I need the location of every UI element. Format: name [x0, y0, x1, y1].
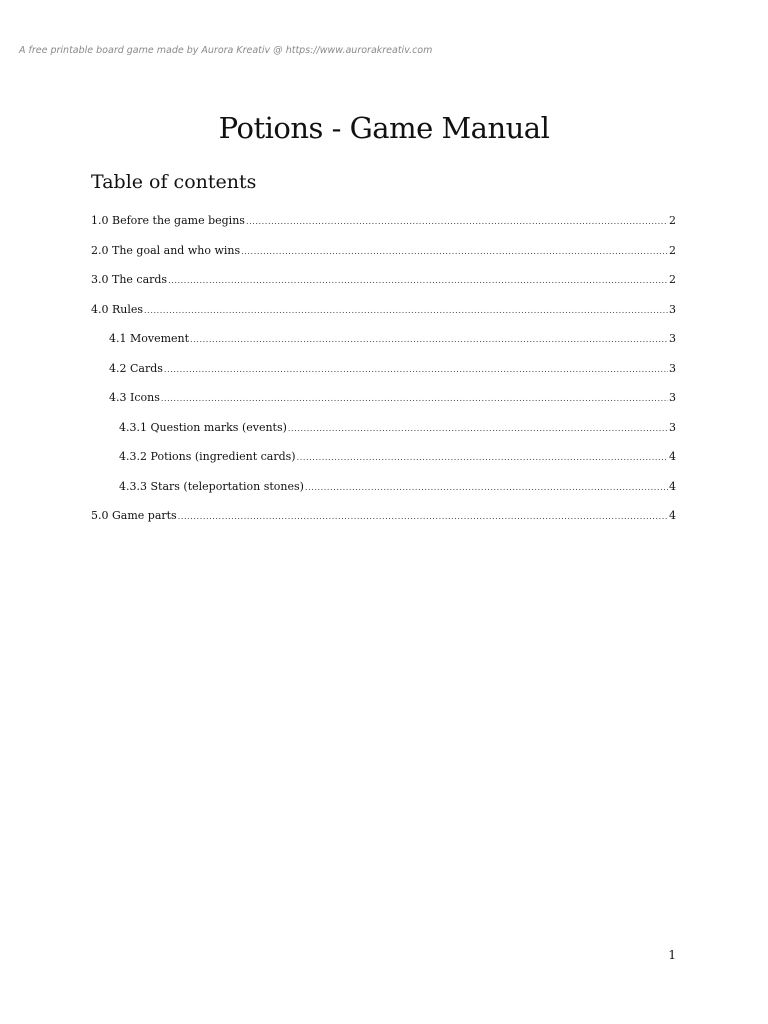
- toc-dot-leader: [161, 394, 668, 403]
- toc-entry-label: 3.0 The cards: [91, 273, 168, 286]
- toc-dot-leader: [305, 483, 668, 492]
- toc-entry[interactable]: [91, 421, 676, 451]
- toc-entry-page: 2: [669, 214, 676, 227]
- toc-entry[interactable]: [91, 244, 676, 274]
- toc-dot-leader: [241, 247, 668, 256]
- toc-entry-page: 2: [669, 273, 676, 286]
- toc-entry-page: 3: [669, 391, 676, 404]
- toc-dot-leader: [168, 276, 668, 285]
- toc-dot-leader: [246, 217, 668, 226]
- toc-entry[interactable]: [91, 450, 676, 480]
- toc-entry[interactable]: [91, 273, 676, 303]
- page-header-credit: A free printable board game made by Aurora Kreativ @ https://www.aurorakreativ.com: [19, 45, 433, 56]
- toc-entry-label: 1.0 Before the game begins: [91, 214, 245, 227]
- toc-entry[interactable]: [91, 303, 676, 333]
- toc-dot-leader: [178, 512, 668, 521]
- toc-dot-leader: [144, 306, 668, 315]
- toc-entry-page: 4: [669, 450, 676, 463]
- toc-dot-leader: [190, 335, 668, 344]
- toc-entry-label: 4.3.1 Question marks (events): [119, 420, 287, 434]
- toc-entry-label: 4.3.2 Potions (ingredient cards): [119, 450, 296, 463]
- toc-dot-leader: [297, 453, 668, 462]
- toc-entry[interactable]: [91, 332, 676, 362]
- toc-entry-label: 4.3.3 Stars (teleportation stones): [119, 479, 304, 493]
- toc-heading: Table of contents: [91, 171, 257, 193]
- toc-entry-label: 5.0 Game parts: [91, 509, 177, 522]
- toc-entry-page: 4: [669, 509, 676, 522]
- toc-entry-page: 2: [669, 243, 676, 257]
- toc-entry-label: 4.2 Cards: [109, 361, 163, 375]
- toc-entry-page: 3: [669, 332, 676, 345]
- toc-entry[interactable]: [91, 362, 676, 392]
- toc-entry[interactable]: [91, 391, 676, 421]
- toc-entry-label: 4.0 Rules: [91, 302, 144, 316]
- toc-entry-page: 3: [669, 302, 676, 316]
- toc-dot-leader: [164, 365, 668, 374]
- page-number: 1: [668, 948, 676, 962]
- toc-entry-label: 4.1 Movement: [109, 332, 190, 345]
- toc-dot-leader: [288, 424, 668, 433]
- toc-entry[interactable]: [91, 214, 676, 244]
- table-of-contents: [91, 214, 676, 539]
- toc-entry-label: 4.3 Icons: [109, 391, 160, 404]
- toc-entry-page: 4: [669, 479, 676, 493]
- toc-entry[interactable]: [91, 509, 676, 539]
- toc-entry-label: 2.0 The goal and who wins: [91, 243, 241, 257]
- toc-entry-page: 3: [669, 361, 676, 375]
- toc-entry[interactable]: [91, 480, 676, 510]
- toc-entry-page: 3: [669, 420, 676, 434]
- document-title: Potions - Game Manual: [218, 111, 550, 146]
